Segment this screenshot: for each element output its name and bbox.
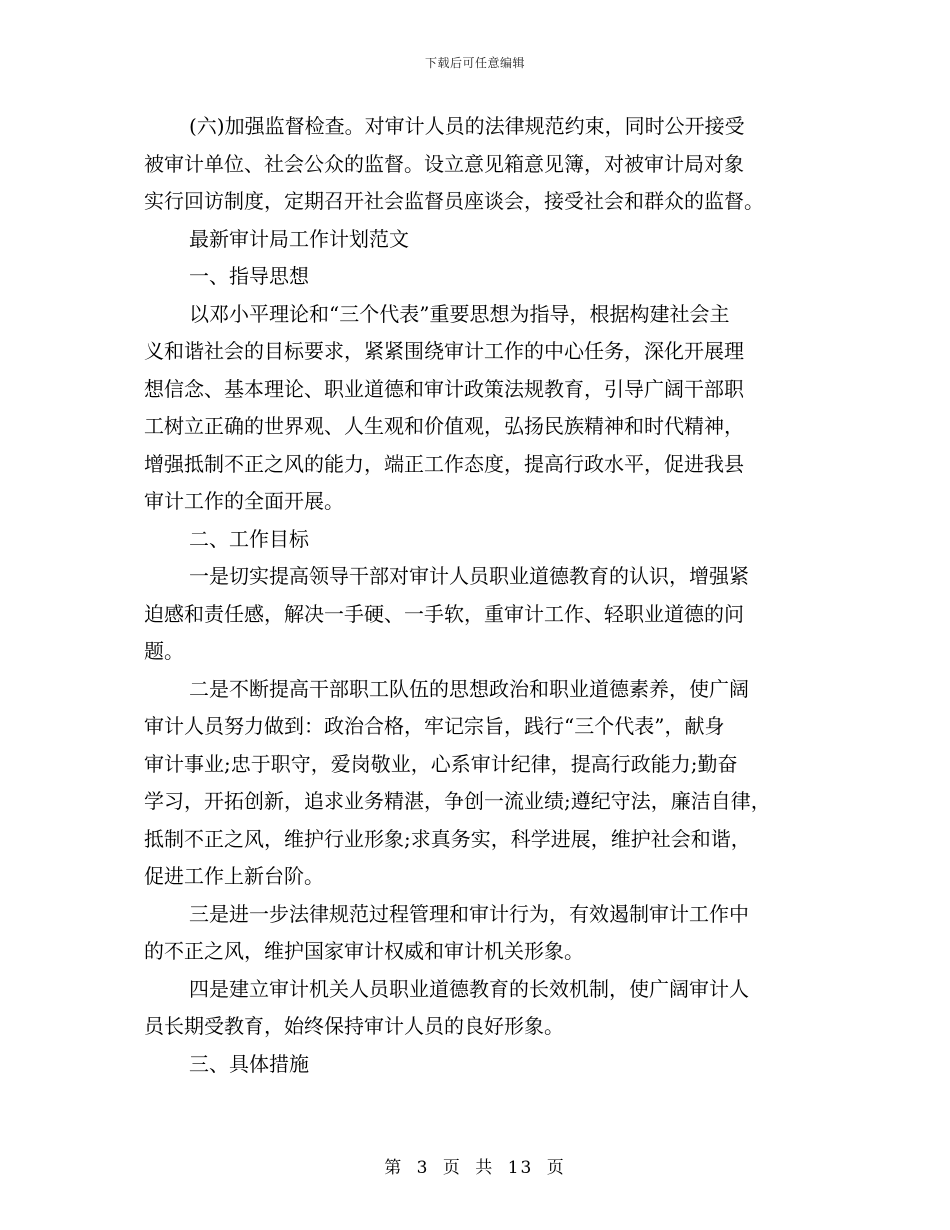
page-footer: 第 3 页 共 13 页 <box>384 1158 566 1178</box>
text-line: 义和谐社会的目标要求，紧紧围绕审计工作的中心任务，深化开展理 <box>144 339 744 363</box>
text-line: 工树立正确的世界观、人生观和价值观，弘扬民族精神和时代精神， <box>144 414 744 438</box>
text-line: (六)加强监督检查。对审计人员的法律规范约束，同时公开接受 <box>189 114 745 138</box>
text-line: 的不正之风，维护国家审计权威和审计机关形象。 <box>144 939 584 963</box>
body-text <box>144 108 820 1083</box>
text-line: 审计工作的全面开展。 <box>144 489 344 513</box>
text-line: 三是进一步法律规范过程管理和审计行为，有效遏制审计工作中 <box>189 901 749 926</box>
header-note: 下载后可任意编辑 <box>424 56 525 70</box>
text-line: 四是建立审计机关人员职业道德教育的长效机制，使广阔审计人 <box>189 976 749 1001</box>
text-line: 增强抵制不正之风的能力，端正工作态度，提高行政水平，促进我县 <box>144 451 744 476</box>
text-line: 以邓小平理论和“三个代表”重要思想为指导，根据构建社会主 <box>189 301 730 326</box>
text-line: 想信念、基本理论、职业道德和审计政策法规教育，引导广阔干部职 <box>144 376 744 401</box>
text-line: 审计事业;忠于职守，爱岗敬业，心系审计纪律，提高行政能力;勤奋 <box>144 751 738 776</box>
text-line: 二是不断提高干部职工队伍的思想政治和职业道德素养，使广阔 <box>189 676 749 701</box>
text-line: 被审计单位、社会公众的监督。设立意见箱意见簿，对被审计局对象 <box>144 151 744 176</box>
text-line: 三、具体措施 <box>189 1051 309 1076</box>
text-line: 题。 <box>144 639 184 663</box>
text-line: 最新审计局工作计划范文 <box>189 226 409 251</box>
text-line: 员长期受教育，始终保持审计人员的良好形象。 <box>144 1014 564 1038</box>
text-line: 实行回访制度，定期召开社会监督员座谈会，接受社会和群众的监督。 <box>144 189 764 213</box>
text-line: 迫感和责任感，解决一手硬、一手软，重审计工作、轻职业道德的问 <box>144 601 744 626</box>
text-line: 一是切实提高领导干部对审计人员职业道德教育的认识，增强紧 <box>189 564 749 588</box>
text-line: 一、指导思想 <box>189 264 309 288</box>
text-line: 学习，开拓创新，追求业务精湛，争创一流业绩;遵纪守法，廉洁自律， <box>144 789 771 813</box>
text-line: 二、工作目标 <box>189 526 309 551</box>
text-line: 审计人员努力做到：政治合格，牢记宗旨，践行“三个代表”，献身 <box>144 714 725 738</box>
text-line: 抵制不正之风，维护行业形象;求真务实，科学进展，维护社会和谐， <box>144 826 751 851</box>
text-line: 促进工作上新台阶。 <box>144 864 324 888</box>
